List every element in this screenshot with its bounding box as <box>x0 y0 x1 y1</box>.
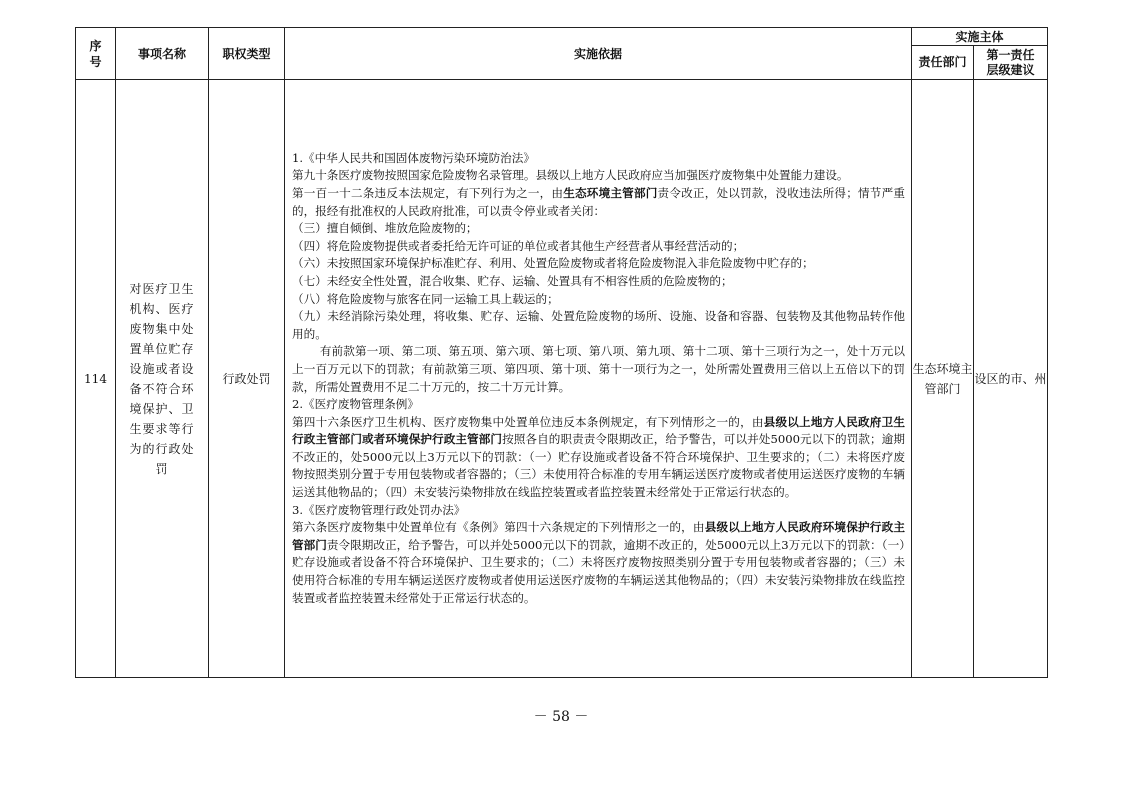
basis-text <box>292 150 905 607</box>
row-item-name: 对医疗卫生机构、医疗废物集中处置单位贮存设施或者设备不符合环境保护、卫生要求等行为的行政处罚 <box>116 80 209 678</box>
basis-emphasis: 生态环境主管部门 <box>563 185 658 200</box>
table-row <box>76 80 1048 678</box>
header-item-name: 事项名称 <box>116 28 209 80</box>
header-row-1 <box>76 28 1048 46</box>
basis-paragraph: 2.《医疗废物管理条例》 <box>292 397 419 412</box>
basis-paragraph <box>292 519 905 607</box>
page-number: － 58 － <box>533 709 589 725</box>
basis-paragraph: （七）未经安全性处置，混合收集、贮存、运输、处置具有不相容性质的危险废物的； <box>292 273 733 288</box>
row-power-type: 行政处罚 <box>209 80 285 678</box>
basis-paragraph: （九）未经消除污染处理，将收集、贮存、运输、处置危险废物的场所、设施、设备和容器、包装物及其他物品转作他用的。 <box>292 309 905 341</box>
header-seq: 序 号 <box>76 28 116 80</box>
basis-paragraph: （四）将危险废物提供或者委托给无许可证的单位或者其他生产经营者从事经营活动的； <box>292 238 745 253</box>
basis-paragraph: （八）将危险废物与旅客在同一运输工具上载运的； <box>292 291 559 306</box>
header-dept: 责任部门 <box>912 46 974 80</box>
basis-text-run: 责令改正，处以罚款，没收违法所得；情节严重的，报经有批准权的人民政府批准，可以责令停业或者关闭： <box>292 185 905 218</box>
basis-paragraph: 有前款第一项、第二项、第五项、第六项、第七项、第八项、第九项、第十二项、第十三项行为之一，处十万元以上一百万元以下的罚款；有前款第三项、第四项、第十项、第十一项行为之一，处所需处置费用三倍以上五倍以下的罚款，所需处置费用不足二十万元的，按二十万元计算。 <box>292 344 905 394</box>
header-power-type: 职权类型 <box>209 28 285 80</box>
basis-text-run: 按照各自的职责责令限期改正，给予警告，可以并处5000元以下的罚款；逾期不改正的，处5000元以上3万元以下的罚款：（一）贮存设施或者设备不符合环境保护、卫生要求的；（二）未将医疗废物按照类别分置于专用包装物或者容器的；（三）未使用符合标准的专用车辆运送医疗废物或者使用运送医疗废物的车辆运送其他物品的；（四）未安装污染物排放在线监控装置或者监控装置未经常处于正常运行状态的。 <box>292 432 905 500</box>
header-subject: 实施主体 <box>912 28 1048 46</box>
row-dept: 生态环境主管部门 <box>912 80 974 678</box>
basis-paragraph <box>292 414 905 502</box>
basis-paragraph: 第九十条医疗废物按照国家危险废物名录管理。县级以上地方人民政府应当加强医疗废物集中处置能力建设。 <box>292 168 849 183</box>
basis-emphasis: 县级以上地方人民政府卫生行政主管部门或者环境保护行政主管部门 <box>292 414 905 447</box>
basis-paragraph: 3.《医疗废物管理行政处罚办法》 <box>292 502 466 517</box>
basis-text-run: 第一百一十二条违反本法规定，有下列行为之一，由 <box>292 185 564 200</box>
basis-text-run: 责令限期改正，给予警告，可以并处5000元以下的罚款，逾期不改正的，处5000元以上3万元以下的罚款：（一）贮存设施或者设备不符合环境保护、卫生要求的；（二）未将医疗废物按照类别分置于专用包装物或者容器的；（三）未使用符合标准的专用车辆运送医疗废物或者使用运送医疗废物的车辆运送其他物品的；（四）未安装污染物排放在线监控装置或者监控装置未经常处于正常运行状态的。 <box>292 537 905 605</box>
basis-paragraph: （三）擅自倾倒、堆放危险废物的； <box>292 221 478 236</box>
row-basis <box>285 80 912 678</box>
authority-table <box>75 27 1048 678</box>
basis-text-run: 第六条医疗废物集中处置单位有《条例》第四十六条规定的下列情形之一的，由 <box>292 520 705 535</box>
row-level: 设区的市、州 <box>974 80 1048 678</box>
basis-text-run: 第四十六条医疗卫生机构、医疗废物集中处置单位违反本条例规定，有下列情形之一的，由 <box>292 414 764 429</box>
header-level: 第一责任 层级建议 <box>974 46 1048 80</box>
header-basis: 实施依据 <box>285 28 912 80</box>
row-seq: 114 <box>76 80 116 678</box>
basis-paragraph <box>292 185 905 220</box>
basis-paragraph: （六）未按照国家环境保护标准贮存、利用、处置危险废物或者将危险废物混入非危险废物中贮存的； <box>292 256 814 271</box>
basis-emphasis: 县级以上地方人民政府环境保护行政主管部门 <box>292 520 905 552</box>
basis-paragraph: 1.《中华人民共和国固体废物污染环境防治法》 <box>292 150 535 165</box>
